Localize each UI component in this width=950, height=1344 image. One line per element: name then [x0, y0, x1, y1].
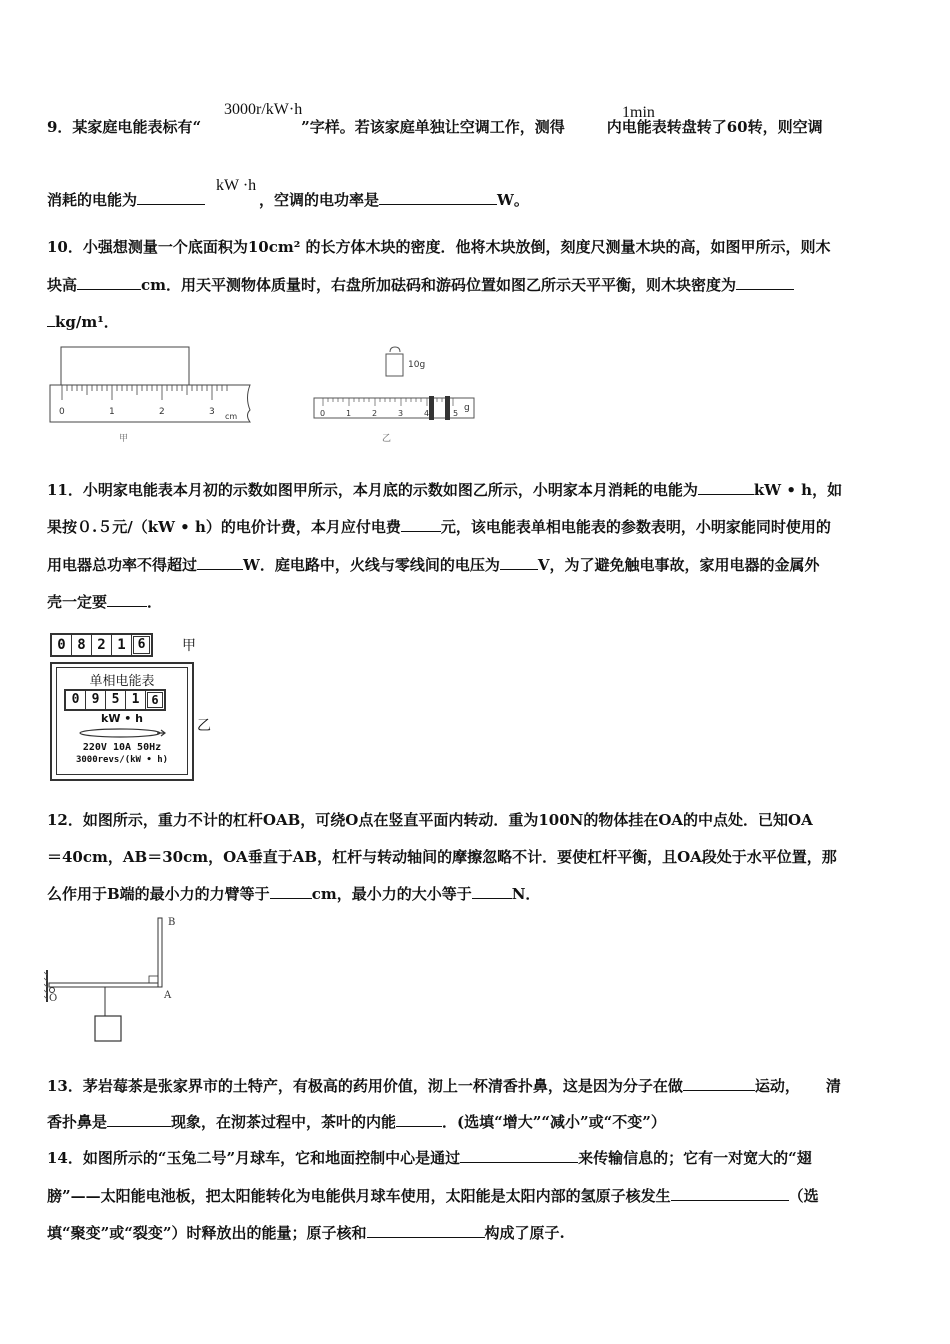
meter-yi-digit: 1 [126, 691, 146, 709]
ruler-figure [45, 340, 260, 450]
q12-blank-force[interactable] [472, 884, 512, 899]
lever-figure [44, 912, 194, 1044]
meter-yi-label: 乙 [197, 718, 211, 734]
meter-jia-label: 甲 [182, 638, 196, 654]
right-angle-mark [149, 976, 158, 983]
meter-jia-digit: 8 [72, 635, 92, 655]
balance-unit: g [464, 403, 470, 413]
q12-line1: 12．如图所示，重力不计的杠杆OAB，可绕O点在竖直平面内转动．重为100N的物体挂在OA的中点处．已知OA [47, 811, 813, 829]
q14-line3: 填“聚变”或“裂变”）时释放出的能量；原子核和 构成了原子. [47, 1224, 565, 1242]
q11-line3: 用电器总功率不得超过 W．庭电路中，火线与零线间的电压为 V，为了避免触电事故，家用电器的金属外 [47, 556, 820, 574]
label-b: B [168, 917, 176, 928]
ruler-tick-2: 2 [159, 407, 165, 417]
hanging-weight [95, 1016, 121, 1041]
meter-title: 单相电能表 [89, 674, 155, 689]
q9-blank-power[interactable] [379, 190, 497, 205]
q9-blank-energy[interactable] [137, 190, 205, 205]
meter-yi-decimal-digit: 6 [147, 692, 163, 708]
balance-tick-2: 2 [372, 409, 378, 418]
q11-blank-energy[interactable] [698, 480, 754, 495]
q14-blank-signal[interactable] [460, 1148, 578, 1163]
figure-jia-label: 甲 [119, 434, 129, 444]
lever-oa [49, 983, 162, 987]
meter-yi-digit: 5 [106, 691, 126, 709]
rider-left-edge [429, 396, 434, 420]
q12-blank-arm[interactable] [270, 884, 312, 899]
meter-yi-body [50, 662, 194, 781]
q11-blank-cost[interactable] [401, 517, 441, 532]
q14-line2: 膀”——太阳能电池板，把太阳能转化为电能供月球车使用，太阳能是太阳内部的氢原子核发生 （选 [47, 1187, 819, 1205]
q13-line2: 香扑鼻是 现象，在沏茶过程中，茶叶的内能 ．(选填“增大”“减小”或“不变”） [47, 1113, 666, 1131]
lever-ab [158, 918, 162, 987]
weight-10g [386, 354, 403, 376]
pivot-o [50, 988, 55, 993]
balance-tick-4: 4 [424, 409, 430, 418]
q13-blank-internal-energy[interactable] [396, 1112, 442, 1127]
weight-label: 10g [408, 360, 426, 370]
ruler-unit: cm [225, 412, 238, 421]
q14-line1: 14．如图所示的“玉兔二号”月球车，它和地面控制中心是通过 来传输信息的；它有一对宽大的“翅 [47, 1149, 812, 1167]
meter-jia-display [50, 633, 153, 657]
meter-jia-decimal-digit: 6 [133, 636, 150, 654]
q13-blank-phenomenon[interactable] [107, 1112, 171, 1127]
q10-blank-height[interactable] [77, 275, 141, 290]
ruler-body [50, 385, 250, 422]
balance-tick-5: 5 [453, 409, 459, 418]
meter-spec-line2: 3000revs/(kW • h) [75, 755, 169, 765]
ruler-tick-1: 1 [109, 407, 115, 417]
meter-unit: kW • h [101, 712, 143, 725]
meter-spec-line1: 220V 10A 50Hz [82, 742, 162, 753]
figure-yi-label: 乙 [382, 434, 392, 444]
q13-line1: 13．茅岩莓茶是张家界市的土特产，有极高的药用价值，沏上一杯清香扑鼻，这是因为分子在做 运动， 清 [47, 1077, 841, 1095]
meter-yi-digit: 0 [66, 691, 86, 709]
meter-jia-digit: 1 [112, 635, 132, 655]
q11-line4: 壳一定要 ． [47, 593, 163, 611]
meter-disc-icon [77, 727, 167, 739]
q9-time: 1min [622, 104, 655, 121]
meter-yi-display [64, 689, 166, 711]
ruler-tick-3: 3 [209, 407, 215, 417]
q12-line3: 么作用于B端的最小力的力臂等于 cm，最小力的大小等于 N． [47, 885, 541, 903]
q13-blank-motion[interactable] [683, 1076, 755, 1091]
q11-blank-max-power[interactable] [197, 555, 243, 570]
label-o: O [49, 993, 58, 1004]
balance-figure [310, 340, 485, 450]
q10-line1: 10．小强想测量一个底面积为10cm² 的长方体木块的密度．他将木块放倒，刻度尺测量木块的高，如图甲所示，则木 [47, 238, 831, 256]
q12-line2: ＝40cm，AB＝30cm，OA垂直于AB，杠杆与转动轴间的摩擦忽略不计．要使杠杆平衡，且OA段处于水平位置，那 [47, 848, 837, 866]
balance-tick-3: 3 [398, 409, 404, 418]
q10-line3: kg/m¹． [47, 312, 119, 332]
q14-blank-reaction[interactable] [671, 1186, 789, 1201]
wood-block [61, 347, 189, 385]
ruler-tick-0: 0 [59, 407, 65, 417]
q11-blank-voltage[interactable] [500, 555, 538, 570]
q10-line2: 块高 cm．用天平测物体质量时，右盘所加砝码和游码位置如图乙所示天平平衡，则木块密度为 [47, 275, 794, 295]
q11-line2: 果按０.５元/（kW • h）的电价计费，本月应付电费 元，该电能表单相电能表的参数表明，小明家能同时使用的 [47, 518, 831, 536]
meter-jia-digit: 2 [92, 635, 112, 655]
label-a: A [164, 990, 172, 1001]
q11-blank-grounding[interactable] [107, 592, 147, 607]
q9-meter-constant: 3000r/kW·h [224, 101, 303, 118]
meter-figure [48, 631, 218, 781]
q14-blank-atom-part[interactable] [367, 1223, 485, 1238]
q11-line1: 11．小明家电能表本月初的示数如图甲所示，本月底的示数如图乙所示，小明家本月消耗的电能为 kW • h，如 [47, 481, 843, 499]
weight-hook [390, 347, 400, 352]
meter-jia-digit: 0 [52, 635, 72, 655]
q9-line1: 9．某家庭电能表标有“ ”字样。若该家庭单独让空调工作，测得 内电能表转盘转了60转，则空调 [47, 118, 823, 136]
balance-tick-1: 1 [346, 409, 352, 418]
q9-unit-kwh: kW ·h [216, 177, 257, 194]
meter-yi-digit: 9 [86, 691, 106, 709]
q9-line2: 消耗的电能为 ，空调的电功率是 W。 [47, 191, 529, 209]
rider-right-edge [445, 396, 450, 420]
q10-blank-density[interactable] [736, 275, 794, 290]
balance-tick-0: 0 [320, 409, 326, 418]
